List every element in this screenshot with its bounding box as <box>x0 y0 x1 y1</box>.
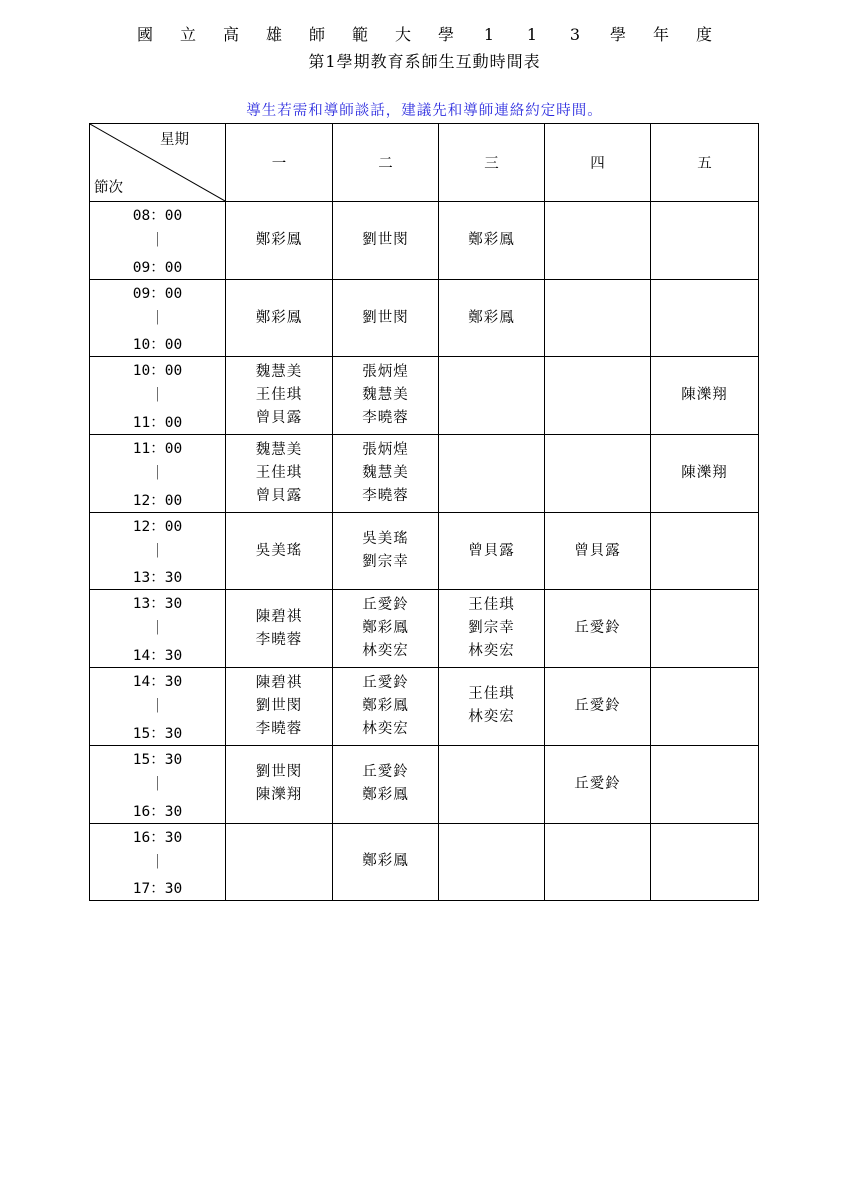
period-end-time: 12：00 <box>132 492 183 509</box>
teacher-name: 吳美瑤 <box>255 542 303 559</box>
teacher-name: 丘愛鈴 <box>362 597 409 614</box>
schedule-cell <box>651 823 759 901</box>
period-row <box>90 435 759 513</box>
schedule-cell <box>545 823 651 901</box>
teacher-name: 劉世閔 <box>255 697 303 714</box>
schedule-cell <box>226 745 333 823</box>
schedule-cell <box>651 279 759 357</box>
teacher-name: 鄭彩鳳 <box>362 697 409 714</box>
title-char: 雄 <box>265 25 282 44</box>
schedule-cell <box>439 279 545 357</box>
period-end-time: 16：30 <box>132 803 183 820</box>
period-time-cell <box>90 590 226 668</box>
schedule-cell <box>545 590 651 668</box>
period-separator: ｜ <box>150 466 165 483</box>
teacher-name: 劉世閔 <box>255 764 303 781</box>
period-end-time: 11：00 <box>132 415 183 432</box>
schedule-cell <box>545 202 651 280</box>
teacher-name: 魏慧美 <box>255 441 303 458</box>
period-time-cell <box>90 357 226 435</box>
period-row <box>90 279 759 357</box>
teacher-name: 劉宗幸 <box>362 554 409 571</box>
teacher-name: 魏慧美 <box>255 364 303 381</box>
teacher-name: 李曉蓉 <box>255 631 303 648</box>
title-char: 高 <box>222 25 239 44</box>
period-row <box>90 823 759 901</box>
teacher-name: 林奕宏 <box>468 643 515 660</box>
schedule-cell <box>651 435 759 513</box>
period-row <box>90 512 759 590</box>
teacher-name: 丘愛鈴 <box>574 620 621 637</box>
corner-cell <box>90 124 226 202</box>
teacher-name: 鄭彩鳳 <box>362 620 409 637</box>
schedule-cell <box>226 512 333 590</box>
schedule-cell <box>439 590 545 668</box>
title-char: 師 <box>308 25 325 44</box>
schedule-cell <box>333 823 439 901</box>
period-row <box>90 202 759 280</box>
teacher-name: 丘愛鈴 <box>574 775 621 792</box>
schedule-cell <box>333 435 439 513</box>
teacher-name: 陳濼翔 <box>681 387 728 404</box>
teacher-name: 李曉蓉 <box>362 487 409 504</box>
period-end-time: 13：30 <box>132 570 183 587</box>
schedule-cell <box>651 357 759 435</box>
period-separator: ｜ <box>150 854 165 871</box>
period-start-time: 12：00 <box>132 518 183 535</box>
teacher-name: 張炳煌 <box>362 441 409 458</box>
schedule-cell <box>333 279 439 357</box>
day-header: 二 <box>333 124 439 202</box>
teacher-name: 鄭彩鳳 <box>362 853 409 870</box>
schedule-subtitle: 第1學期教育系師生互動時間表 <box>308 52 541 71</box>
schedule-cell <box>226 279 333 357</box>
schedule-cell <box>333 668 439 746</box>
teacher-name: 王佳琪 <box>255 387 303 404</box>
schedule-cell <box>439 668 545 746</box>
schedule-cell <box>439 357 545 435</box>
period-separator: ｜ <box>150 621 165 638</box>
teacher-name: 鄭彩鳳 <box>255 309 303 326</box>
schedule-cell <box>545 435 651 513</box>
teacher-name: 林奕宏 <box>362 643 409 660</box>
period-row <box>90 745 759 823</box>
teacher-name: 劉世閔 <box>362 309 409 326</box>
title-char: 學 <box>609 25 626 44</box>
period-start-time: 15：30 <box>132 751 183 768</box>
schedule-cell <box>333 745 439 823</box>
period-end-time: 17：30 <box>132 881 183 898</box>
schedule-cell <box>439 823 545 901</box>
period-time-cell <box>90 202 226 280</box>
period-separator: ｜ <box>150 388 165 405</box>
title-char: 國 <box>136 25 153 44</box>
schedule-cell <box>545 512 651 590</box>
period-time-cell <box>90 435 226 513</box>
period-start-time: 10：00 <box>132 363 183 380</box>
teacher-name: 曾貝露 <box>468 542 515 559</box>
teacher-name: 林奕宏 <box>362 720 409 737</box>
schedule-cell <box>226 823 333 901</box>
period-row <box>90 668 759 746</box>
title-char: 3 <box>569 25 581 44</box>
teacher-name: 丘愛鈴 <box>574 697 621 714</box>
period-row <box>90 590 759 668</box>
teacher-name: 劉宗幸 <box>468 620 515 637</box>
title-char: 範 <box>351 25 368 44</box>
schedule-cell <box>651 668 759 746</box>
schedule-cell <box>226 202 333 280</box>
period-start-time: 09：00 <box>132 285 183 302</box>
teacher-name: 陳濼翔 <box>255 787 303 804</box>
teacher-name: 劉世閔 <box>362 231 409 248</box>
period-separator: ｜ <box>150 776 165 793</box>
schedule-cell <box>439 745 545 823</box>
teacher-name: 李曉蓉 <box>362 410 409 427</box>
period-end-time: 15：30 <box>132 725 183 742</box>
period-time-cell <box>90 668 226 746</box>
day-header: 五 <box>651 124 759 202</box>
period-end-time: 09：00 <box>132 259 183 276</box>
period-time-cell <box>90 745 226 823</box>
teacher-name: 張炳煌 <box>362 364 409 381</box>
teacher-name: 鄭彩鳳 <box>468 309 515 326</box>
schedule-cell <box>545 279 651 357</box>
title-char: 年 <box>652 25 669 44</box>
period-separator: ｜ <box>150 233 165 249</box>
period-start-time: 11：00 <box>132 441 183 458</box>
day-header: 三 <box>439 124 545 202</box>
period-row <box>90 357 759 435</box>
weekday-label: 星期 <box>160 132 189 148</box>
teacher-name: 陳碧祺 <box>255 608 303 625</box>
schedule-cell <box>439 512 545 590</box>
period-time-cell <box>90 512 226 590</box>
teacher-name: 曾貝露 <box>255 410 303 427</box>
period-separator: ｜ <box>150 699 165 716</box>
teacher-name: 李曉蓉 <box>255 720 303 737</box>
advice-note: 導生若需和導師談話，建議先和導師連絡約定時間。 <box>246 103 603 119</box>
schedule-cell <box>333 590 439 668</box>
title-char: 1 <box>483 25 495 44</box>
schedule-cell <box>226 357 333 435</box>
title-char: 學 <box>437 25 454 44</box>
teacher-name: 魏慧美 <box>362 387 409 404</box>
period-time-cell <box>90 823 226 901</box>
school-title <box>0 22 849 45</box>
day-header: 四 <box>545 124 651 202</box>
schedule-cell <box>333 357 439 435</box>
schedule-cell <box>333 512 439 590</box>
teacher-name: 王佳琪 <box>255 464 303 481</box>
teacher-name: 曾貝露 <box>255 487 303 504</box>
schedule-cell <box>651 512 759 590</box>
schedule-cell <box>439 435 545 513</box>
title-char: 1 <box>526 25 538 44</box>
schedule-cell <box>333 202 439 280</box>
teacher-name: 丘愛鈴 <box>362 674 409 691</box>
schedule-cell <box>226 435 333 513</box>
period-label: 節次 <box>94 180 123 196</box>
teacher-name: 王佳琪 <box>468 597 515 614</box>
period-separator: ｜ <box>150 310 165 327</box>
period-time-cell <box>90 279 226 357</box>
period-start-time: 13：30 <box>132 596 183 613</box>
schedule-cell <box>545 357 651 435</box>
teacher-name: 林奕宏 <box>468 709 515 726</box>
schedule-cell <box>545 668 651 746</box>
header-row <box>90 124 759 202</box>
title-char: 度 <box>695 25 712 44</box>
teacher-name: 鄭彩鳳 <box>255 231 303 248</box>
teacher-name: 曾貝露 <box>574 542 621 559</box>
schedule-cell <box>439 202 545 280</box>
teacher-name: 丘愛鈴 <box>362 764 409 781</box>
title-char: 立 <box>179 25 196 44</box>
period-end-time: 14：30 <box>132 648 183 665</box>
schedule-cell <box>651 590 759 668</box>
day-header: 一 <box>226 124 333 202</box>
schedule-cell <box>226 668 333 746</box>
teacher-name: 魏慧美 <box>362 464 409 481</box>
teacher-name: 鄭彩鳳 <box>362 787 409 804</box>
schedule-cell <box>651 745 759 823</box>
schedule-cell <box>226 590 333 668</box>
period-separator: ｜ <box>150 543 165 560</box>
teacher-name: 陳碧祺 <box>255 674 303 691</box>
period-start-time: 08：00 <box>132 208 183 224</box>
schedule-cell <box>545 745 651 823</box>
period-start-time: 14：30 <box>132 674 183 691</box>
title-char: 大 <box>394 25 411 44</box>
schedule-cell <box>651 202 759 280</box>
period-end-time: 10：00 <box>132 337 183 354</box>
period-start-time: 16：30 <box>132 829 183 846</box>
teacher-name: 鄭彩鳳 <box>468 231 515 248</box>
teacher-name: 陳濼翔 <box>681 464 728 481</box>
teacher-name: 王佳琪 <box>468 686 515 703</box>
schedule-table <box>89 123 759 901</box>
teacher-name: 吳美瑤 <box>362 531 409 548</box>
